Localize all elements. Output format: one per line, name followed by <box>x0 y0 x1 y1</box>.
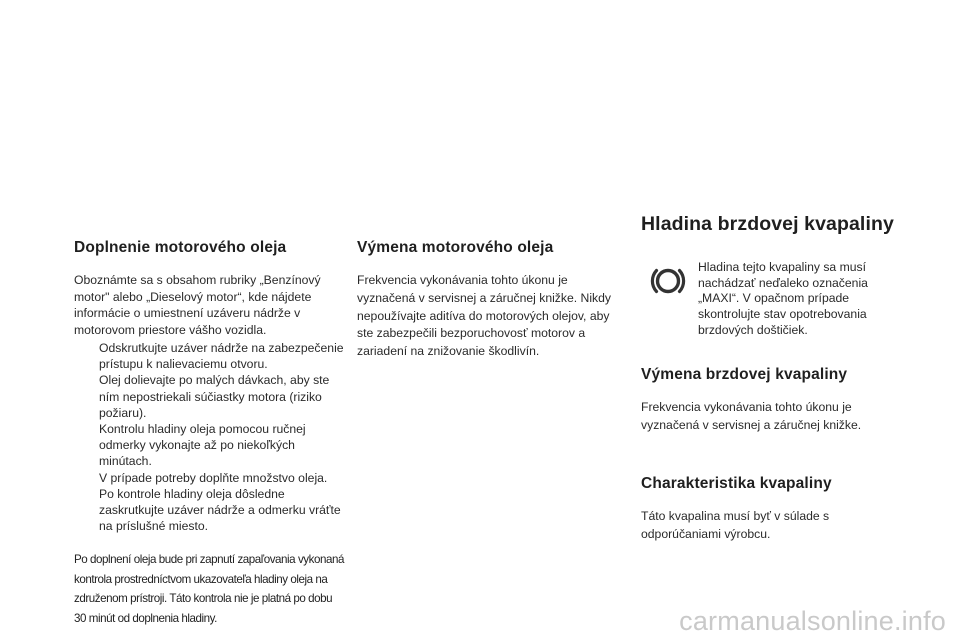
page-title: Hladina brzdovej kvapaliny <box>641 213 894 235</box>
brake-warning-icon <box>647 260 689 302</box>
replace-paragraph: Frekvencia vykonávania tohto úkonu je vyznačená v servisnej a záručnej knižke. <box>641 400 862 433</box>
section-title: Charakteristika kvapaliny <box>641 474 832 492</box>
warning-text: Hladina tejto kvapaliny sa musí nachádzať neďaleko označenia „MAXI“. V opačnom prípade skontrolujte stav opotrebovania brzdových doštičiek. <box>698 260 868 337</box>
section-title: Výmena motorového oleja <box>357 239 554 256</box>
warning-block <box>641 248 911 350</box>
oil-change-paragraph: Frekvencia vykonávania tohto úkonu je vyznačená v servisnej a záručnej knižke. Nikdy nepoužívajte aditíva do motorových olejov, aby ste zabezpečili bezporuchovosť motorov a zariadení na znižovanie škodlivín. <box>357 273 612 359</box>
watermark: carmanualsonline.info <box>679 606 946 636</box>
section-title: Výmena brzdovej kvapaliny <box>641 366 848 384</box>
steps-list <box>74 340 346 534</box>
list-item: Olej dolievajte po malých dávkach, aby ste ním nepostriekali súčiastky motora (riziko požiaru). <box>99 373 330 420</box>
list-item: Po kontrole hladiny oleja dôsledne zaskrutkujte uzáver nádrže a odmerku vráťte na príslušné miesto. <box>99 486 341 534</box>
section-brake-fluid <box>641 213 911 544</box>
section-oil-change <box>357 239 617 361</box>
list-item: Kontrolu hladiny oleja pomocou ručnej odmerky vykonajte až po niekoľkých minútach. <box>99 422 306 469</box>
note-paragraph: Po doplnení oleja bude pri zapnutí zapaľovania vykonaná kontrola prostredníctvom ukazovateľa hladiny oleja na združenom prístroji. Táto kontrola nie je platná po dobu 30 minút od doplnenia hladiny. <box>74 553 344 625</box>
spec-paragraph: Táto kvapalina musí byť v súlade s odporúčaniami výrobcu. <box>641 508 830 541</box>
section-oil-topup <box>74 239 346 640</box>
list-item: V prípade potreby doplňte množstvo oleja. <box>99 470 328 485</box>
list-item: Odskrutkujte uzáver nádrže na zabezpečenie prístupu k nalievaciemu otvoru. <box>99 341 344 372</box>
section-title: Doplnenie motorového oleja <box>74 239 287 256</box>
intro-paragraph: Oboznámte sa s obsahom rubriky „Benzínový motor" alebo „Dieselový motor“, kde nájdete informácie o umiestnení uzáveru nádrže v motorovom priestore vášho vozidla. <box>74 273 321 337</box>
